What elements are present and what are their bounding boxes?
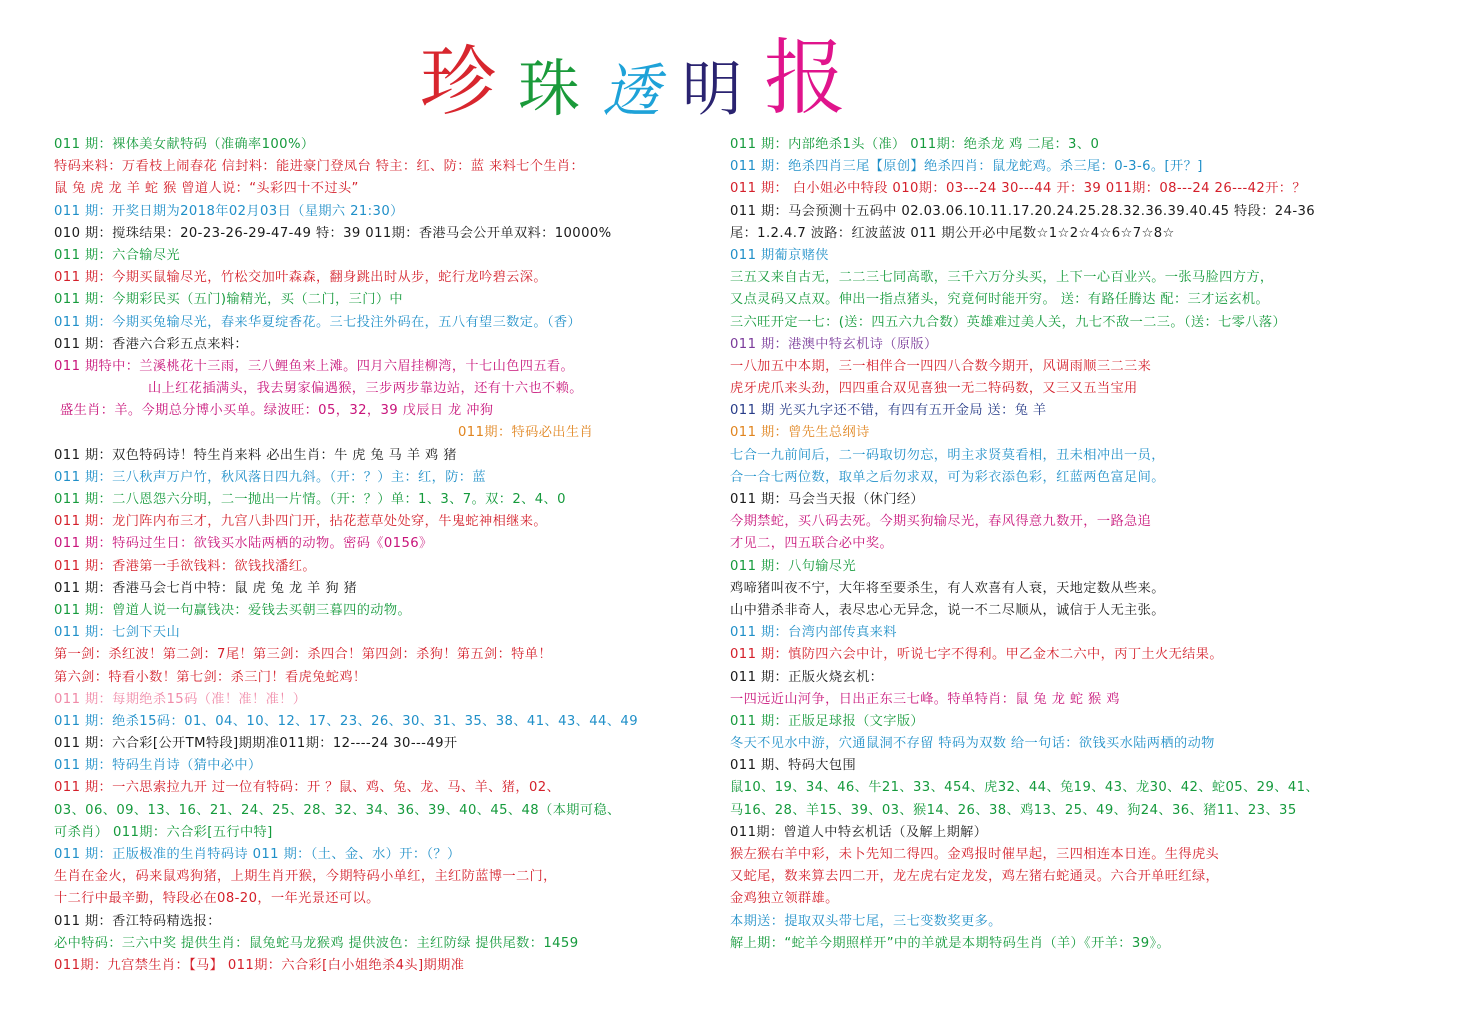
right-text-line: 011 期：八句输尽光: [730, 558, 857, 574]
left-text-line: 011 期：七剑下天山: [54, 625, 181, 641]
right-text-line: 七合一九前间后，二一码取切勿忘，明主求贤莫看相，丑未相冲出一员，: [730, 447, 1165, 463]
right-text-line: 尾：1.2.4.7 波路：红波蓝波 011 期公开必中尾数☆1☆2☆4☆6☆7☆8☆: [730, 225, 1175, 241]
right-text-line: 一八加五中本期，三一相伴合一四四八合数今期开，风调雨顺三二三来: [730, 358, 1152, 374]
left-text-line: 011 期：特码过生日：欲钱买水陆两栖的动物。密码《0156》: [54, 536, 433, 552]
right-text-line: 011 期葡京赌侠: [730, 247, 829, 263]
left-text-line: 011 期：今期买鼠输尽光，竹松交加叶森森，翻身跳出时从步，蛇行龙吟碧云深。: [54, 270, 547, 286]
right-text-line: 冬天不见水中游，穴通鼠洞不存留 特码为双数 给一句话：欲钱买水陆两栖的动物: [730, 736, 1215, 752]
right-text-line: 011 期：内部绝杀1头（准） 011期：绝杀龙 鸡 二尾：3、0: [730, 137, 1100, 152]
right-text-line: 011 期：正版足球报（文字版）: [730, 713, 925, 729]
left-text-line: 011 期特中：兰溪桃花十三雨，三八鲤鱼来上滩。四月六眉挂柳湾，十七山色四五看。: [54, 358, 575, 374]
right-text-line: 本期送：提取双头带七尾，三七变数奖更多。: [730, 913, 1002, 929]
right-text-line: 又蛇尾，数来算去四二开，龙左虎右定龙发，鸡左猪右蛇通灵。六合开单旺红绿，: [730, 869, 1220, 885]
left-text-line: 010 期：搅珠结果：20-23-26-29-47-49 特：39 011期：香港马会公开单双料：10000%: [54, 225, 612, 241]
left-text-line: 011 期：龙门阵内布三才，九宫八卦四门开，拈花惹草处处穿，牛鬼蛇神相继来。: [54, 514, 547, 530]
right-text-line: 011 期：港澳中特玄机诗（原版）: [730, 336, 938, 352]
left-text-line: 十二行中最辛勤，特段必在08-20，一年光景还可以。: [54, 891, 380, 907]
right-text-line: 011 期：台湾内部传真来料: [730, 625, 897, 641]
left-text-line: 山上红花插满头，我去舅家偏遇猴，三步两步靠边站，还有十六也不赖。: [148, 381, 583, 397]
right-text-line: 鸡啼猪叫夜不宁，大年将至要杀生，有人欢喜有人衰，天地定数从些来。: [730, 580, 1165, 596]
left-text-line: 011 期：每期绝杀15码（准！准！准！）: [54, 691, 307, 707]
left-text-line: 011 期：曾道人说一句赢钱决：爱钱去买朝三暮四的动物。: [54, 602, 412, 618]
left-text-line: 011 期：香港第一手欲钱料：欲钱找潘红。: [54, 558, 316, 574]
left-text-line: 011 期：香港马会七肖中特：鼠 虎 兔 龙 羊 狗 猪: [54, 580, 358, 596]
left-text-line: 011 期：裸体美女献特码（准确率100%）: [54, 137, 315, 152]
title-char-1: 珍: [420, 37, 496, 126]
left-text-line: 011期：特码必出生肖: [458, 425, 594, 441]
right-text-line: 011 期、特码大包围: [730, 758, 857, 774]
left-text-line: 011 期：正版极准的生肖特码诗 011 期：（土、金、水）开：（？）: [54, 847, 461, 862]
right-text-line: 才见二，四五联合必中奖。: [730, 536, 894, 552]
right-text-line: 011 期： 白小姐必中特段 010期：03---24 30---44 开：39 011期：08---24 26---42开：？: [730, 181, 1306, 197]
right-text-line: 合一合七两位数，取单之后勿求双，可为彩衣添色彩，红蓝两色富足间。: [730, 469, 1165, 485]
left-text-line: 011 期：一六思索拉九开 过一位有特码：开 ？鼠、鸡、兔、龙、马、羊、猪，02、: [54, 780, 561, 796]
left-text-line: 必中特码：三六中奖 提供生肖：鼠兔蛇马龙猴鸡 提供波色：主红防绿 提供尾数：1459: [54, 935, 579, 951]
right-text-line: 三五又来自古无，二二三七同高歌，三千六万分头买，上下一心百业兴。一张马脸四方方，: [730, 270, 1274, 286]
left-text-line: 011 期：香江特码精选报：: [54, 913, 221, 929]
right-text-line: 011 期：绝杀四肖三尾【原创】绝杀四肖：鼠龙蛇鸡。杀三尾：0-3-6。[开？]: [730, 159, 1203, 175]
title-char-2: 珠: [518, 52, 581, 125]
left-text-line: 011 期：三八秋声万户竹，秋风落日四九斜。（开：？）主：红，防：蓝: [54, 469, 486, 485]
right-text-line: 011 期：马会当天报（休门经）: [730, 492, 925, 507]
left-text-line: 盛生肖：羊。今期总分博小买单。绿波旺：05，32，39 戊辰日 龙 冲狗: [60, 403, 494, 419]
left-text-line: 011 期：绝杀15码：01、04、10、12、17、23、26、30、31、35、38、41、43、44、49: [54, 713, 638, 729]
title-char-4: 明: [682, 55, 743, 125]
left-text-line: 011 期：今期彩民买（五门)输精光，买（二门，三门）中: [54, 292, 404, 308]
right-text-line: 又点灵码又点双。伸出一指点猪头，究竟何时能开穷。 送：有路任腾达 配：三才运玄机。: [730, 292, 1270, 308]
left-text-line: 011期：九宫禁生肖：【马】 011期：六合彩[白小姐绝杀4头]期期准: [54, 957, 465, 973]
right-text-line: 011 期：正版火烧玄机：: [730, 669, 884, 685]
left-text-line: 011 期：香港六合彩五点来料：: [54, 336, 249, 352]
right-text-line: 虎牙虎爪来头劲，四四重合双见喜独一无二特码数，又三又五当宝用: [730, 381, 1138, 397]
right-text-line: 金鸡独立领群雄。: [730, 891, 839, 907]
left-text-line: 011 期：二八恩怨六分明，二一抛出一片情。（开：？）单：1、3、7。双：2、4、0: [54, 492, 566, 507]
right-text-line: 鼠10、19、34、46、牛21、33、454、虎32、44、兔19、43、龙30、42、蛇05、29、41、: [730, 780, 1320, 796]
right-text-line: 今期禁蛇，买八码去死。今期买狗输尽光，春风得意九数开，一路急追: [730, 514, 1152, 530]
right-text-line: 011 期：慎防四六会中计，听说七字不得利。甲乙金木二六中，丙丁土火无结果。: [730, 647, 1223, 663]
left-text-line: 03、06、09、13、16、21、24、25、28、32、34、36、39、40、45、48（本期可稳、: [54, 802, 621, 818]
left-text-line: 第一剑：杀红波！第二剑：7尾！第三剑：杀四合！第四剑：杀狗！第五剑：特单！: [54, 647, 552, 663]
right-text-line: 解上期：“蛇羊今期照样开”中的羊就是本期特码生肖（羊）《开羊：39》。: [730, 935, 1171, 951]
left-text-line: 011 期：开奖日期为2018年02月03日（星期六 21:30）: [54, 203, 404, 219]
left-text-line: 011 期：双色特码诗！特生肖来料 必出生肖：牛 虎 兔 马 羊 鸡 猪: [54, 447, 457, 463]
right-text-line: 011期：曾道人中特玄机话（及解上期解）: [730, 824, 988, 840]
left-text-line: 生肖在金火，码来鼠鸡狗猪，上期生肖开猴，今期特码小单红，主红防蓝博一二门，: [54, 869, 557, 885]
title-char-3: 透: [602, 57, 661, 125]
left-text-line: 011 期：六合输尽光: [54, 247, 181, 263]
right-text-line: 三六旺开定一七：(送：四五六九合数）英雄难过美人关，九七不敌一二三。（送：七零八落）: [730, 314, 1287, 330]
title-char-5: 报: [764, 31, 847, 126]
right-column: [730, 134, 1430, 955]
right-text-line: 011 期：马会预测十五码中 02.03.06.10.11.17.20.24.25.28.32.36.39.40.45 特段：24-36: [730, 203, 1316, 219]
right-text-line: 011 期 光买九字还不错，有四有五开金局 送：兔 羊: [730, 403, 1047, 419]
left-text-line: 011 期：今期买兔输尽光，春来华夏绽香花。三七投注外码在，五八有望三数定。（香）: [54, 314, 582, 330]
right-text-line: 011 期：曾先生总纲诗: [730, 425, 870, 441]
left-text-line: 特码来料：万看枝上闹春花 信封料：能进豪门登凤台 特主：红、防：蓝 来料七个生肖：: [54, 159, 585, 175]
left-text-line: 鼠 兔 虎 龙 羊 蛇 猴 曾道人说：“头彩四十不过头”: [54, 181, 359, 197]
right-text-line: 山中猎杀非奇人，表尽忠心无异念，说一不二尽顺从，诚信于人无主张。: [730, 602, 1165, 618]
left-text-line: 011 期：六合彩[公开TM特段]期期准011期：12----24 30---49开: [54, 736, 458, 752]
page-title: [420, 30, 940, 126]
right-text-line: 一四远近山河争，日出正东三七峰。特单特肖：鼠 兔 龙 蛇 猴 鸡: [730, 691, 1120, 707]
right-text-line: 马16、28、羊15、39、03、猴14、26、38、鸡13、25、49、狗24、36、猪11、23、35: [730, 802, 1297, 818]
right-text-line: 猴左猴右羊中彩，未卜先知二得四。金鸡报时催早起，三四相连本日连。生得虎头: [730, 847, 1220, 862]
left-text-line: 011 期：特码生肖诗（猜中必中）: [54, 758, 262, 774]
left-text-line: 可杀肖） 011期：六合彩[五行中特]: [54, 824, 273, 840]
left-text-line: 第六剑：特看小数！第七剑：杀三门！看虎兔蛇鸡！: [54, 669, 367, 685]
left-column: [54, 134, 714, 977]
